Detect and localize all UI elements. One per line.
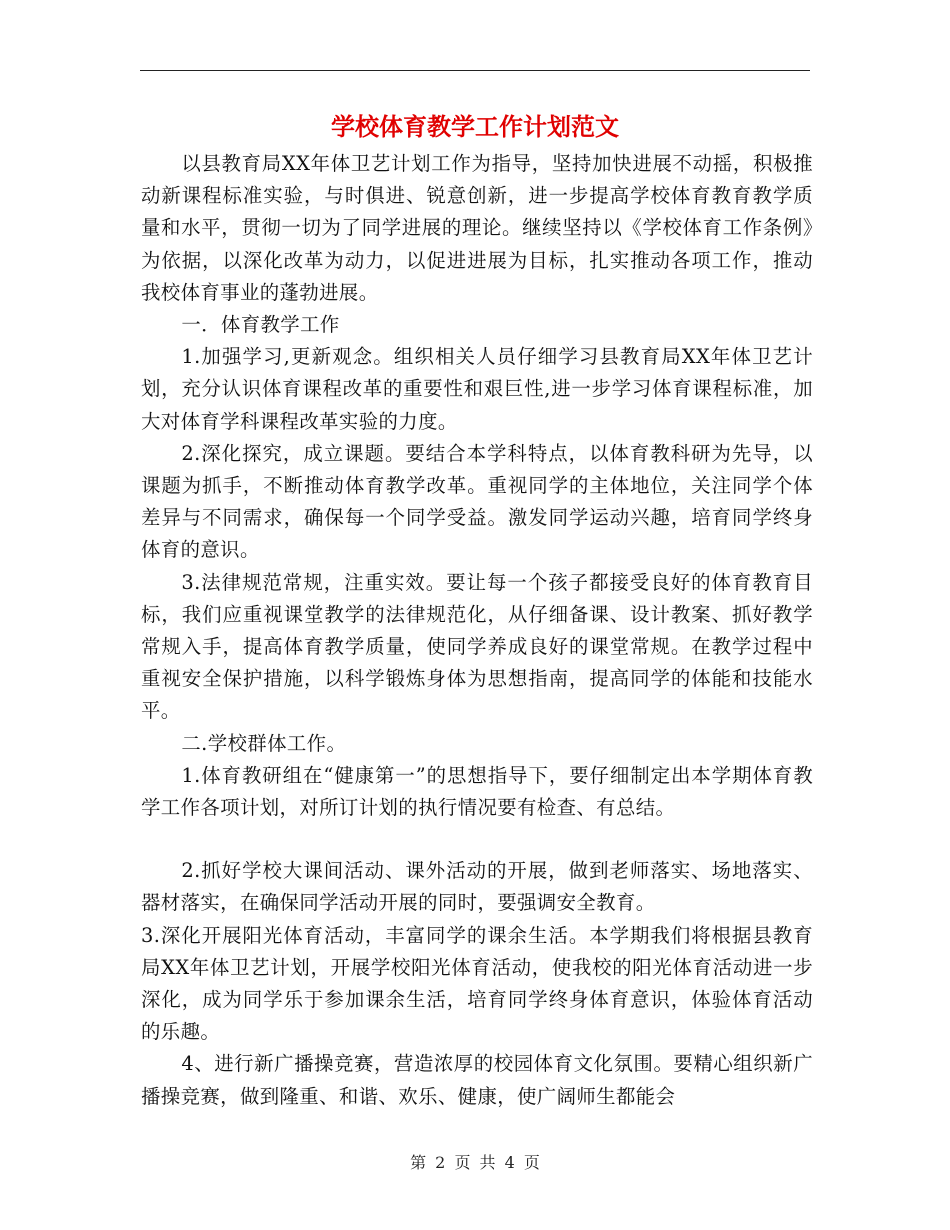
section-heading-group-work: 二.学校群体工作。 bbox=[181, 731, 347, 755]
page-footer: 第 2 页 共 4 页 bbox=[410, 1153, 540, 1172]
document-body bbox=[141, 148, 813, 1113]
header-rule bbox=[140, 70, 810, 71]
paragraph-group-item-1: 1.体育教研组在“健康第一”的思想指导下，要仔细制定出本学期体育教学工作各项计划，对所订计划的执行情况要有检查、有总结。 bbox=[141, 763, 813, 820]
document-title: 学校体育教学工作计划范文 bbox=[331, 112, 619, 141]
intro-paragraph: 以县教育局XX年体卫艺计划工作为指导，坚持加快进展不动摇，积极推动新课程标准实验，与时俱进、锐意创新，进一步提高学校体育教育教学质量和水平，贯彻一切为了同学进展的理论。继续坚持以《学校体育工作条例》为依据，以深化改革为动力，以促进进展为目标，扎实推动各项工作，推动我校体育事业的蓬勃进展。 bbox=[141, 152, 813, 304]
paragraph-group-item-4: 4、进行新广播操竞赛，营造浓厚的校园体育文化氛围。要精心组织新广播操竞赛，做到隆重、和谐、欢乐、健康，使广阔师生都能会 bbox=[141, 1052, 813, 1108]
paragraph-spacer bbox=[141, 824, 813, 855]
section-heading-teaching: 一．体育教学工作 bbox=[181, 313, 340, 337]
paragraph-group-item-2: 2.抓好学校大课间活动、课外活动的开展，做到老师落实、场地落实、器材落实，在确保同学活动开展的同时，要强调安全教育。 bbox=[141, 859, 813, 915]
paragraph-item-3-standards: 3.法律规范常规，注重实效。要让每一个孩子都接受良好的体育教育目标，我们应重视课堂教学的法律规范化，从仔细备课、设计教案、抓好教学常规入手，提高体育教学质量，使同学养成良好的课堂常规。在教学过程中重视安全保护措施，以科学锻炼身体为思想指南，提高同学的体能和技能水平。 bbox=[141, 570, 813, 723]
paragraph-item-1-study: 1.加强学习,更新观念。组织相关人员仔细学习县教育局XX年体卫艺计划，充分认识体育课程改革的重要性和艰巨性,进一步学习体育课程标准，加大对体育学科课程改革实验的力度。 bbox=[141, 345, 813, 433]
paragraph-group-item-3: 3.深化开展阳光体育活动，丰富同学的课余生活。本学期我们将根据县教育局XX年体卫艺计划，开展学校阳光体育活动，使我校的阳光体育活动进一步深化，成为同学乐于参加课余生活，培育同学终身体育意识，体验体育活动的乐趣。 bbox=[141, 923, 813, 1044]
paragraph-item-2-research: 2.深化探究，成立课题。要结合本学科特点，以体育教科研为先导，以课题为抓手，不断推动体育教学改革。重视同学的主体地位，关注同学个体差异与不同需求，确保每一个同学受益。激发同学运动兴趣，培育同学终身体育的意识。 bbox=[141, 441, 813, 562]
